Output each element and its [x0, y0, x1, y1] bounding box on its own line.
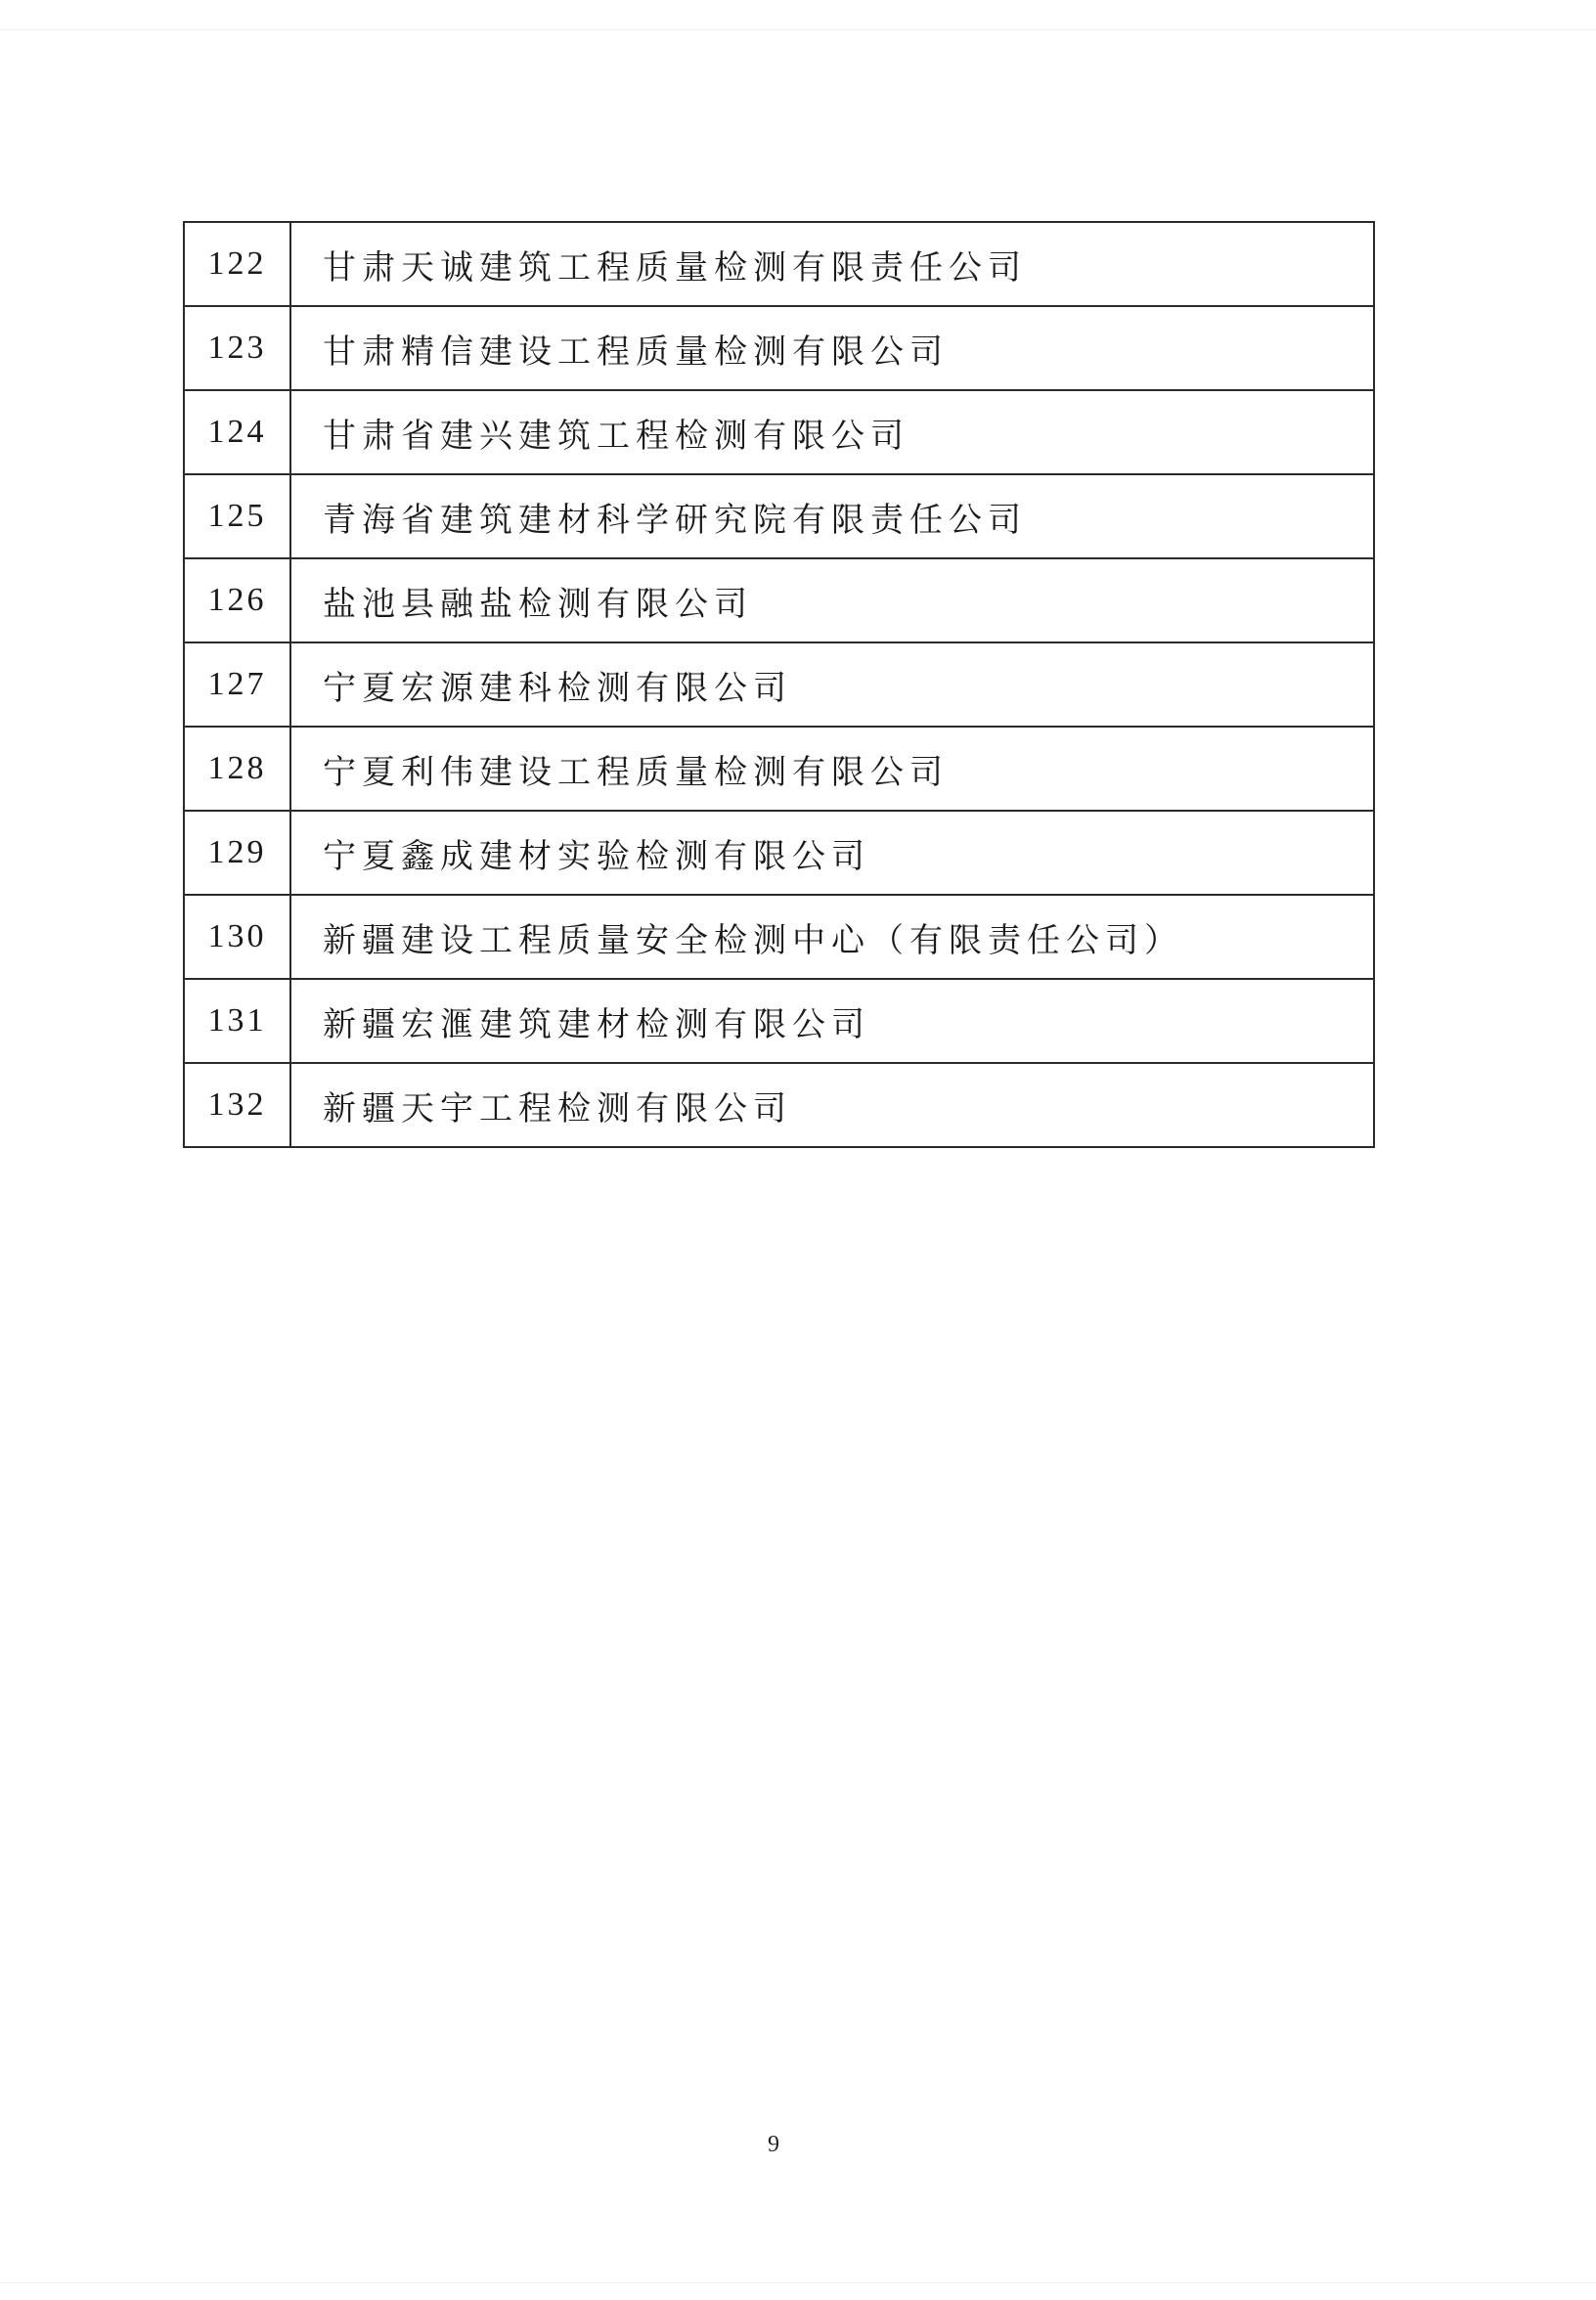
table-row [184, 474, 1374, 558]
company-name: 甘肃天诚建筑工程质量检测有限责任公司 [290, 222, 1374, 306]
company-name: 盐池县融盐检测有限公司 [290, 558, 1374, 642]
company-name: 宁夏鑫成建材实验检测有限公司 [290, 811, 1374, 895]
scan-edge-bottom [0, 2282, 1596, 2283]
table-row [184, 222, 1374, 306]
table-row [184, 979, 1374, 1063]
table-row [184, 558, 1374, 642]
row-number: 122 [184, 222, 290, 306]
table-row [184, 727, 1374, 811]
company-name: 新疆建设工程质量安全检测中心（有限责任公司） [290, 895, 1374, 979]
company-name: 宁夏利伟建设工程质量检测有限公司 [290, 727, 1374, 811]
company-name: 新疆宏滙建筑建材检测有限公司 [290, 979, 1374, 1063]
row-number: 128 [184, 727, 290, 811]
company-name: 青海省建筑建材科学研究院有限责任公司 [290, 474, 1374, 558]
row-number: 126 [184, 558, 290, 642]
table-row [184, 811, 1374, 895]
company-name: 甘肃省建兴建筑工程检测有限公司 [290, 390, 1374, 474]
row-number: 127 [184, 642, 290, 727]
table-row [184, 390, 1374, 474]
table-row [184, 895, 1374, 979]
row-number: 129 [184, 811, 290, 895]
scan-edge-top [0, 29, 1596, 30]
row-number: 125 [184, 474, 290, 558]
table-row [184, 642, 1374, 727]
row-number: 132 [184, 1063, 290, 1147]
row-number: 130 [184, 895, 290, 979]
page-number: 9 [768, 2132, 779, 2157]
company-name: 宁夏宏源建科检测有限公司 [290, 642, 1374, 727]
row-number: 123 [184, 306, 290, 390]
row-number: 124 [184, 390, 290, 474]
table-row [184, 306, 1374, 390]
company-name: 甘肃精信建设工程质量检测有限公司 [290, 306, 1374, 390]
company-table [183, 221, 1375, 1148]
company-name: 新疆天宇工程检测有限公司 [290, 1063, 1374, 1147]
table-row [184, 1063, 1374, 1147]
row-number: 131 [184, 979, 290, 1063]
